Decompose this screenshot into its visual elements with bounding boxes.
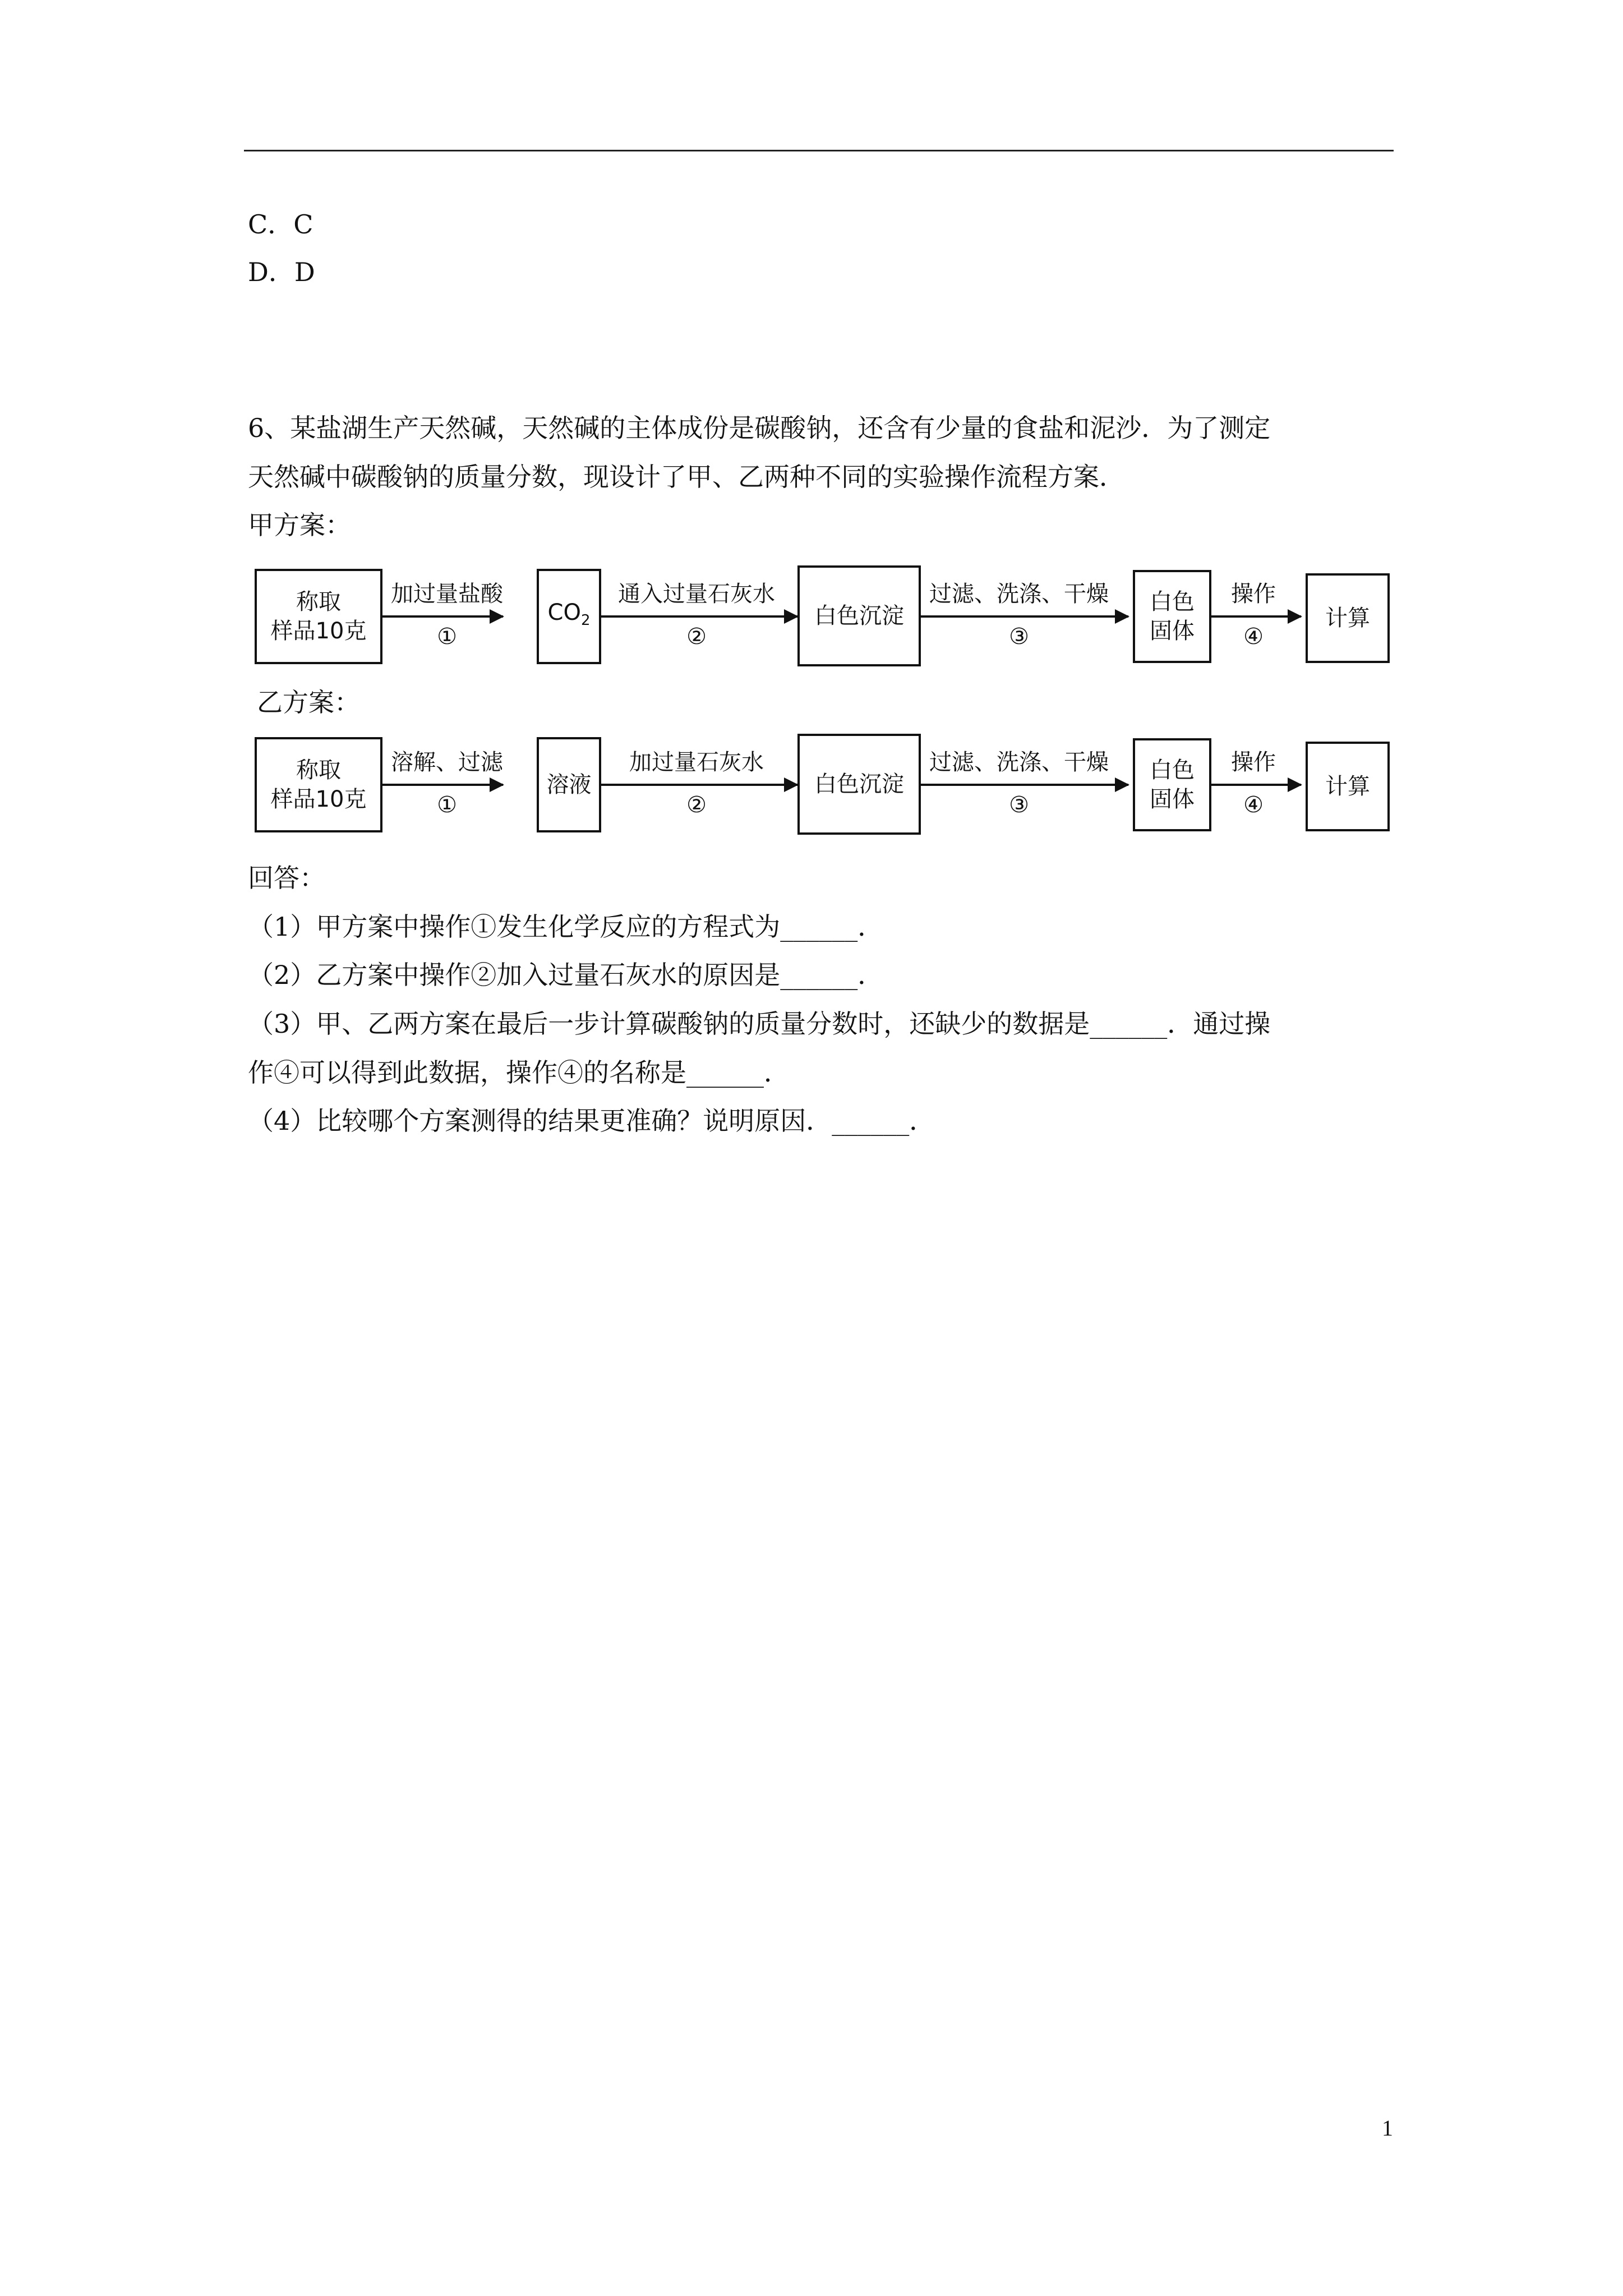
- plan-b-arrow2-step: ②: [686, 792, 707, 818]
- plan-b-box-solution: 溶液: [537, 737, 601, 832]
- plan-a-box-solid: [1133, 570, 1211, 663]
- plan-a-arrow4-step: ④: [1243, 624, 1264, 650]
- plan-b-arrow3-step: ③: [1009, 792, 1029, 818]
- plan-a-box-co2-sub: 2: [580, 612, 591, 629]
- sub-question-3-line1: （3）甲、乙两方案在最后一步计算碳酸钠的质量分数时，还缺少的数据是______．通过操: [248, 1009, 1271, 1039]
- plan-b-arrow2: [601, 784, 797, 786]
- plan-a-arrow1-label: 加过量盐酸: [391, 581, 503, 607]
- plan-b-box-precipitate: 白色沉淀: [797, 734, 921, 835]
- plan-a-box-co2: [537, 569, 601, 664]
- plan-b-label: 乙方案：: [257, 687, 360, 717]
- question-stem-line2: 天然碱中碳酸钠的质量分数，现设计了甲、乙两种不同的实验操作流程方案．: [248, 462, 1125, 492]
- option-c: C．C: [248, 209, 313, 240]
- plan-a-flowchart: [248, 565, 1395, 666]
- question-stem-line1: 6、某盐湖生产天然碱，天然碱的主体成份是碳酸钠，还含有少量的食盐和泥沙．为了测定: [248, 413, 1271, 443]
- plan-a-arrow4-label: 操作: [1231, 581, 1276, 607]
- plan-a-box-sample-line2: 样品10克: [270, 618, 367, 644]
- plan-a-arrow2: [601, 615, 797, 618]
- plan-b-arrow4-step: ④: [1243, 792, 1264, 818]
- plan-a-box-precipitate: 白色沉淀: [797, 565, 921, 666]
- plan-a-label: 甲方案：: [248, 510, 351, 540]
- plan-b-arrow4-label: 操作: [1231, 749, 1276, 775]
- sub-question-4: （4）比较哪个方案测得的结果更准确？说明原因．______．: [248, 1106, 935, 1136]
- plan-a-box-sample: [255, 569, 382, 664]
- plan-a-arrow3-step: ③: [1009, 624, 1029, 650]
- sub-question-2: （2）乙方案中操作②加入过量石灰水的原因是______．: [248, 960, 884, 990]
- plan-b-box-solid-line1: 白色: [1150, 757, 1195, 783]
- plan-a-box-calc: 计算: [1306, 573, 1390, 663]
- plan-b-arrow1: [382, 784, 503, 786]
- plan-a-arrow2-step: ②: [686, 624, 707, 650]
- plan-a-box-solid-line1: 白色: [1150, 589, 1195, 615]
- plan-b-arrow3: [921, 784, 1128, 786]
- plan-a-arrow2-label: 通入过量石灰水: [618, 581, 775, 607]
- page-number: 1: [1382, 2115, 1393, 2141]
- plan-a-arrow1-step: ①: [437, 624, 457, 650]
- plan-a-box-sample-line1: 称取: [296, 589, 341, 615]
- plan-b-arrow1-step: ①: [437, 792, 457, 818]
- plan-b-box-sample-line2: 样品10克: [270, 786, 367, 812]
- plan-a-arrow1: [382, 615, 503, 618]
- plan-a-arrow4: [1211, 615, 1301, 618]
- plan-a-box-solid-line2: 固体: [1150, 618, 1195, 644]
- plan-b-box-calc: 计算: [1306, 742, 1390, 831]
- plan-b-flowchart: [248, 734, 1395, 835]
- plan-b-box-sample-line1: 称取: [296, 757, 341, 783]
- plan-b-arrow1-label: 溶解、过滤: [391, 749, 503, 775]
- plan-a-arrow3: [921, 615, 1128, 618]
- plan-a-box-co2-text: CO: [547, 600, 581, 625]
- option-d: D．D: [248, 257, 315, 287]
- sub-question-3-line2: 作④可以得到此数据，操作④的名称是______．: [248, 1057, 790, 1088]
- plan-b-arrow4: [1211, 784, 1301, 786]
- plan-b-box-solid: [1133, 738, 1211, 831]
- plan-a-arrow3-label: 过滤、洗涤、干燥: [929, 581, 1109, 607]
- plan-b-arrow2-label: 加过量石灰水: [629, 749, 764, 775]
- plan-b-box-solid-line2: 固体: [1150, 786, 1195, 812]
- answer-label: 回答：: [248, 863, 325, 893]
- sub-question-1: （1）甲方案中操作①发生化学反应的方程式为______．: [248, 912, 884, 942]
- header-rule: [244, 150, 1394, 151]
- plan-b-arrow3-label: 过滤、洗涤、干燥: [929, 749, 1109, 775]
- plan-b-box-sample: [255, 737, 382, 832]
